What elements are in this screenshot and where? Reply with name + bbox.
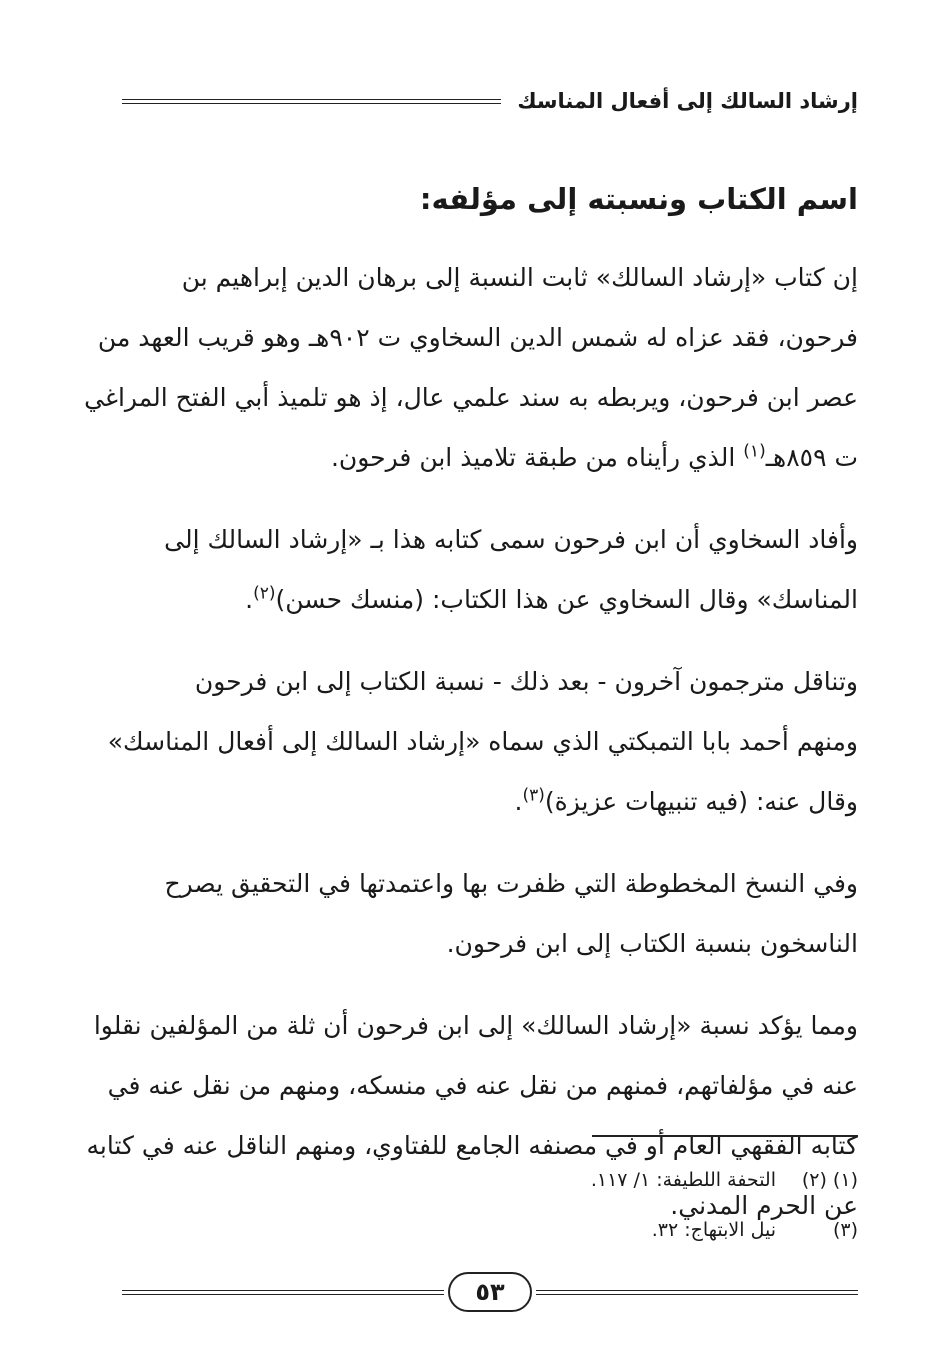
text-line [118,772,858,832]
text-segment: ت ٨٥٩هـ [765,443,858,472]
body-text [84,248,858,1258]
footnote-separator [592,1135,858,1137]
footnote-ref: (٣) [832,1219,858,1241]
text-line: إن كتاب «إرشاد السالك» ثابت النسبة إلى برهان الدين إبراهيم بن [181,263,858,292]
running-header-title: إرشاد السالك إلى أفعال المناسك [517,89,858,113]
text-line: عصر ابن فرحون، ويربطه به سند علمي عال، إذ هو تلميذ أبي الفتح المراغي [84,383,858,412]
footer-rule [536,1290,858,1295]
header-rule [122,99,501,104]
section-heading: اسم الكتاب ونسبته إلى مؤلفه: [419,182,858,216]
footnote-marker: (١) [743,441,766,462]
footnote-text: نيل الابتهاج: ٣٢. [651,1219,776,1241]
text-segment: المناسك» وقال السخاوي عن هذا الكتاب: (منسك حسن) [275,585,858,614]
footnote [118,1160,858,1210]
text-line: كتابه الفقهي العام أو في مصنفه الجامع للفتاوي، ومنهم الناقل عنه في كتابه [86,1131,858,1160]
page-number: ٥٣ [448,1272,532,1312]
paragraph [84,248,858,488]
paragraph [107,652,858,832]
text-line: وتناقل مترجمون آخرون - بعد ذلك - نسبة الكتاب إلى ابن فرحون [194,667,858,696]
text-segment: وقال عنه: (فيه تنبيهات عزيزة) [544,787,858,816]
footnote [118,1210,858,1260]
footer-rule [122,1290,444,1295]
text-line: عنه في مؤلفاتهم، فمنهم من نقل عنه في منسكه، ومنهم من نقل عنه في [107,1071,858,1100]
text-line: وأفاد السخاوي أن ابن فرحون سمى كتابه هذا بـ «إرشاد السالك إلى [164,525,858,554]
text-segment: . [245,585,254,614]
text-line [118,570,858,630]
running-header [122,86,858,116]
page-footer [122,1272,858,1312]
footnote-marker: (٢) [253,583,276,604]
text-line: فرحون، فقد عزاه له شمس الدين السخاوي ت ٩٠٢هـ وهو قريب العهد من [97,323,858,352]
footnotes [118,1160,858,1260]
paragraph [118,510,858,630]
text-segment: الذي رأيناه من طبقة تلاميذ ابن فرحون. [330,443,744,472]
text-line: ومنهم أحمد بابا التمبكتي الذي سماه «إرشاد السالك إلى أفعال المناسك» [107,727,858,756]
footnote-ref: (١) (٢) [801,1169,858,1191]
text-line [118,428,858,488]
text-line: الناسخون بنسبة الكتاب إلى ابن فرحون. [446,929,858,958]
text-line: ومما يؤكد نسبة «إرشاد السالك» إلى ابن فرحون أن ثلة من المؤلفين نقلوا [93,1011,858,1040]
footnote-marker: (٣) [522,785,545,806]
paragraph [118,854,858,974]
text-line: وفي النسخ المخطوطة التي ظفرت بها واعتمدتها في التحقيق يصرح [164,869,858,898]
text-line: عن الحرم المدني. [670,1191,858,1220]
footnote-text: التحفة اللطيفة: ١/ ١١٧. [590,1169,776,1191]
text-segment: . [514,787,523,816]
